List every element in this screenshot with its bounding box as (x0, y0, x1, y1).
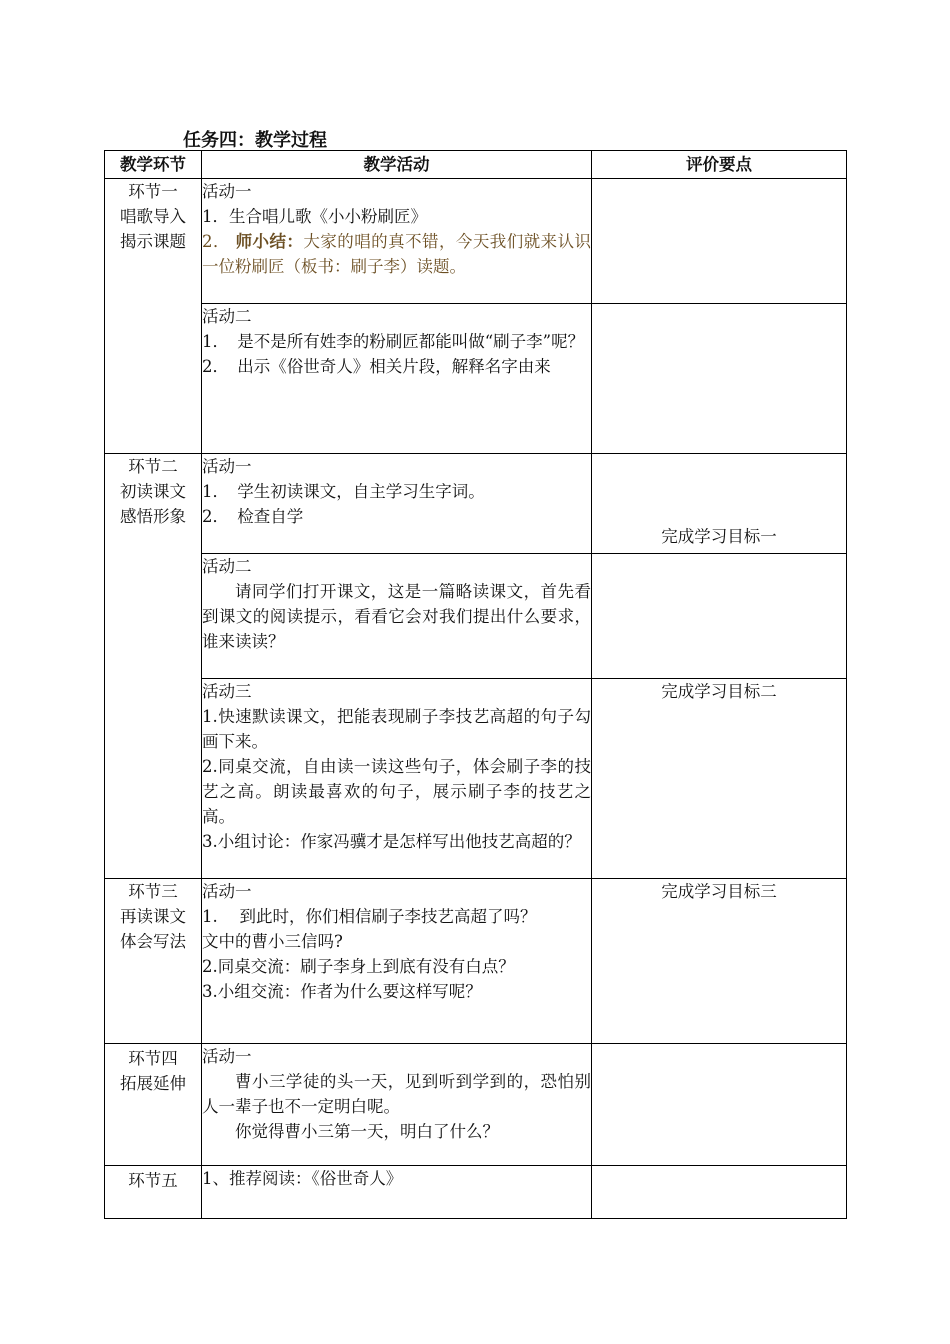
table-header-row (105, 151, 847, 179)
stage-3-activity-1: 活动一 1. 到此时，你们相信刷子李技艺高超了吗？ 文中的曹小三信吗? 2.同桌交流：刷子李身上到底有没有白点？ 3.小组交流：作者为什么要这样写呢？ (202, 879, 592, 1044)
table-row (105, 179, 847, 304)
stage-5-activity: 1、推荐阅读：《俗世奇人》 (202, 1166, 592, 1219)
column-header-evaluation: 评价要点 (592, 151, 847, 179)
stage-2-activity-2: 活动二 请同学们打开课文，这是一篇略读课文，首先看到课文的阅读提示，看看它会对我们提出什么要求，谁来读读？ (202, 554, 592, 679)
stage-4-name: 环节四 拓展延伸 (105, 1044, 202, 1166)
stage-3-activity-1-evaluation: 完成学习目标三 (592, 879, 847, 1044)
stage-2-name: 环节二 初读课文 感悟形象 (105, 454, 202, 879)
table-row (105, 879, 847, 1044)
table-row (105, 304, 847, 454)
section-heading: 任务四：教学过程 (183, 130, 327, 151)
stage-4-activity-1-evaluation (592, 1044, 847, 1166)
stage-2-activity-1-evaluation: 完成学习目标一 (592, 454, 847, 554)
stage-5-name: 环节五 (105, 1166, 202, 1219)
stage-2-activity-2-evaluation (592, 554, 847, 679)
stage-1-activity-2-evaluation (592, 304, 847, 454)
table-row (105, 454, 847, 554)
stage-1-name: 环节一 唱歌导入 揭示课题 (105, 179, 202, 454)
teacher-summary: 2． 师小结：大家的唱的真不错，今天我们就来认识一位粉刷匠（板书：刷子李）读题。 (202, 232, 592, 276)
stage-2-activity-3: 活动三 1.快速默读课文，把能表现刷子李技艺高超的句子勾画下来。 2.同桌交流，自由读一读这些句子，体会刷子李的技艺之高。朗读最喜欢的句子，展示刷子李的技艺之高。 3.小组讨论：作家冯骥才是怎样写出他技艺高超的？ (202, 679, 592, 879)
column-header-activity: 教学活动 (202, 151, 592, 179)
teaching-process-table (104, 150, 847, 1219)
table-row (105, 554, 847, 679)
table-row (105, 1166, 847, 1219)
stage-3-name: 环节三 再读课文 体会写法 (105, 879, 202, 1044)
stage-5-evaluation (592, 1166, 847, 1219)
stage-4-activity-1: 活动一 曹小三学徒的头一天，见到听到学到的，恐怕别人一辈子也不一定明白呢。 你觉得曹小三第一天，明白了什么？ (202, 1044, 592, 1166)
stage-1-activity-1-evaluation (592, 179, 847, 304)
stage-1-activity-2: 活动二 1． 是不是所有姓李的粉刷匠都能叫做“刷子李”呢？ 2． 出示《俗世奇人》相关片段，解释名字由来 (202, 304, 592, 454)
table-row (105, 679, 847, 879)
stage-2-activity-1: 活动一 1． 学生初读课文，自主学习生字词。 2． 检查自学 (202, 454, 592, 554)
stage-2-activity-3-evaluation: 完成学习目标二 (592, 679, 847, 879)
stage-1-activity-1: 活动一 1．生合唱儿歌《小小粉刷匠》 2． 师小结：大家的唱的真不错，今天我们就来认识一位粉刷匠（板书：刷子李）读题。 (202, 179, 592, 304)
table-row (105, 1044, 847, 1166)
column-header-stage: 教学环节 (105, 151, 202, 179)
